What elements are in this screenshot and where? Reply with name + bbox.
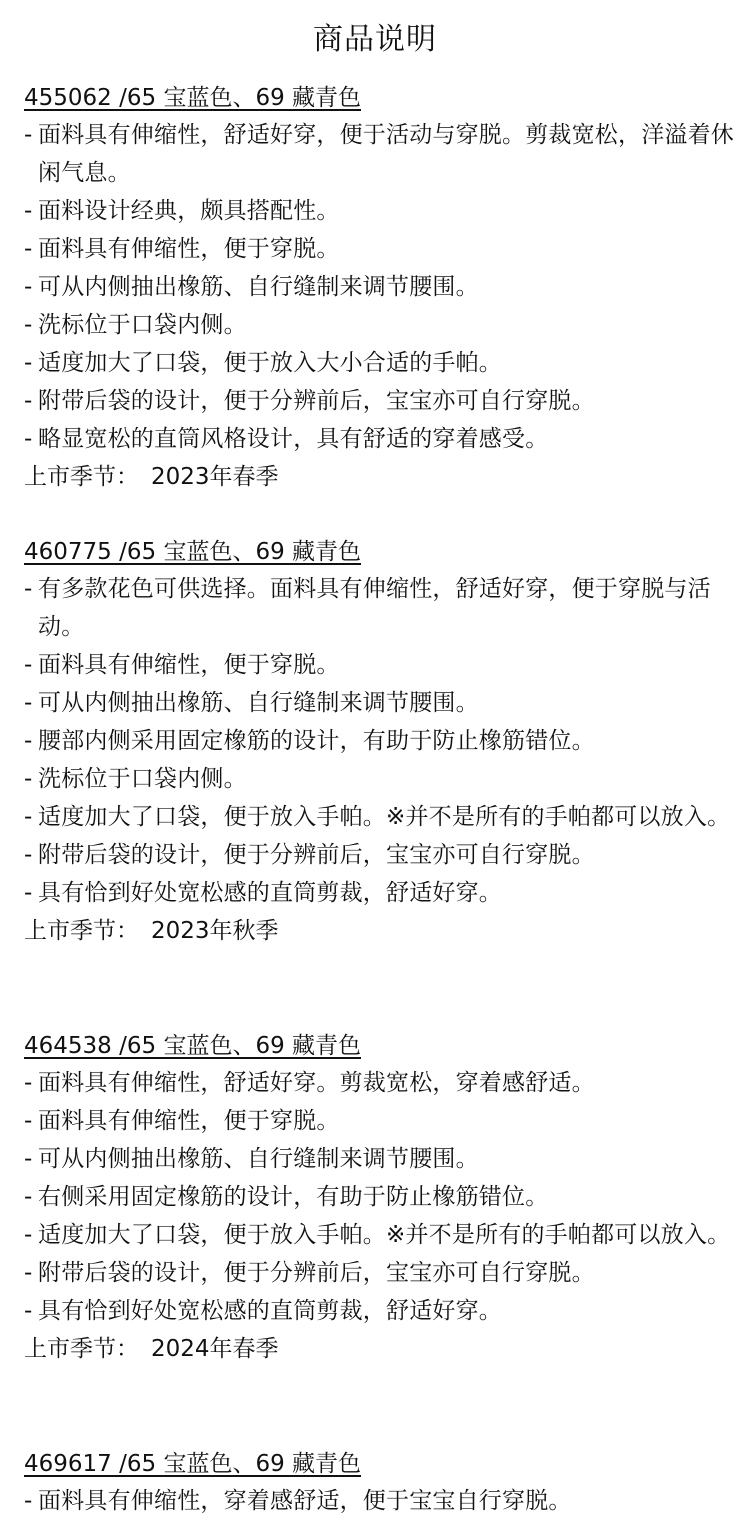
bullet-mark: -	[24, 1298, 33, 1324]
feature-item	[24, 1254, 736, 1292]
feature-text: 面料具有伸缩性，舒适好穿，便于活动与穿脱。剪裁宽松，洋溢着休闲气息。	[38, 122, 734, 186]
feature-item	[24, 722, 736, 760]
bullet-mark: -	[24, 312, 33, 338]
feature-item	[24, 1064, 736, 1102]
feature-item	[24, 192, 736, 230]
bullet-mark: -	[24, 1488, 33, 1514]
bullet-mark: -	[24, 1260, 33, 1286]
release-season-label: 上市季节：	[24, 464, 139, 490]
bullet-mark: -	[24, 690, 33, 716]
bullet-mark: -	[24, 1222, 33, 1248]
bullet-mark: -	[24, 1108, 33, 1134]
feature-text: 洗标位于口袋内侧。	[38, 312, 247, 338]
bullet-mark: -	[24, 804, 33, 830]
bullet-mark: -	[24, 388, 33, 414]
feature-item	[24, 1216, 736, 1254]
bullet-mark: -	[24, 198, 33, 224]
bullet-mark: -	[24, 350, 33, 376]
bullet-mark: -	[24, 426, 33, 452]
feature-text: 面料具有伸缩性，便于穿脱。	[38, 652, 340, 678]
feature-item	[24, 420, 736, 458]
feature-item	[24, 382, 736, 420]
release-season-label: 上市季节：	[24, 918, 139, 944]
feature-text: 右侧采用固定橡筋的设计，有助于防止橡筋错位。	[38, 1184, 549, 1210]
feature-text: 面料设计经典，颇具搭配性。	[38, 198, 340, 224]
feature-item	[24, 760, 736, 798]
feature-text: 附带后袋的设计，便于分辨前后，宝宝亦可自行穿脱。	[38, 1260, 595, 1286]
feature-text: 腰部内侧采用固定橡筋的设计，有助于防止橡筋错位。	[38, 728, 595, 754]
feature-item	[24, 1140, 736, 1178]
feature-item	[24, 798, 736, 836]
release-season-value: 2023年秋季	[151, 918, 279, 944]
feature-item	[24, 230, 736, 268]
feature-text: 具有恰到好处宽松感的直筒剪裁，舒适好穿。	[38, 1298, 502, 1324]
bullet-mark: -	[24, 1146, 33, 1172]
bullet-mark: -	[24, 122, 33, 148]
feature-item	[24, 1482, 736, 1520]
product-code-heading: 464538 /65 宝蓝色、69 藏青色	[24, 1033, 362, 1059]
feature-item	[24, 1292, 736, 1330]
feature-text: 可从内侧抽出橡筋、自行缝制来调节腰围。	[38, 1146, 479, 1172]
feature-text: 面料具有伸缩性，穿着感舒适，便于宝宝自行穿脱。	[38, 1488, 572, 1514]
release-season	[24, 912, 736, 950]
product-section	[24, 1028, 736, 1368]
bullet-mark: -	[24, 766, 33, 792]
product-section	[24, 534, 736, 950]
feature-text: 洗标位于口袋内侧。	[38, 766, 247, 792]
feature-item	[24, 116, 736, 192]
bullet-mark: -	[24, 274, 33, 300]
bullet-mark: -	[24, 728, 33, 754]
release-season-label: 上市季节：	[24, 1336, 139, 1362]
product-section	[24, 1446, 736, 1520]
feature-text: 可从内侧抽出橡筋、自行缝制来调节腰围。	[38, 274, 479, 300]
bullet-mark: -	[24, 236, 33, 262]
feature-text: 可从内侧抽出橡筋、自行缝制来调节腰围。	[38, 690, 479, 716]
bullet-mark: -	[24, 576, 33, 602]
feature-text: 面料具有伸缩性，便于穿脱。	[38, 236, 340, 262]
bullet-mark: -	[24, 1184, 33, 1210]
release-season	[24, 1330, 736, 1368]
feature-item	[24, 874, 736, 912]
product-code-heading: 460775 /65 宝蓝色、69 藏青色	[24, 539, 362, 565]
product-code-heading: 469617 /65 宝蓝色、69 藏青色	[24, 1451, 362, 1477]
feature-text: 适度加大了口袋，便于放入手帕。※并不是所有的手帕都可以放入。	[38, 1222, 731, 1248]
feature-text: 适度加大了口袋，便于放入手帕。※并不是所有的手帕都可以放入。	[38, 804, 731, 830]
feature-item	[24, 344, 736, 382]
feature-item	[24, 1102, 736, 1140]
release-season-value: 2023年春季	[151, 464, 279, 490]
release-season	[24, 458, 736, 496]
feature-text: 适度加大了口袋，便于放入大小合适的手帕。	[38, 350, 502, 376]
feature-item	[24, 306, 736, 344]
feature-text: 面料具有伸缩性，舒适好穿。剪裁宽松，穿着感舒适。	[38, 1070, 595, 1096]
feature-text: 有多款花色可供选择。面料具有伸缩性，舒适好穿，便于穿脱与活动。	[38, 576, 711, 640]
feature-item	[24, 268, 736, 306]
page-title: 商品说明	[313, 22, 437, 57]
feature-item	[24, 1178, 736, 1216]
feature-item	[24, 646, 736, 684]
release-season-value: 2024年春季	[151, 1336, 279, 1362]
feature-text: 附带后袋的设计，便于分辨前后，宝宝亦可自行穿脱。	[38, 388, 595, 414]
feature-text: 附带后袋的设计，便于分辨前后，宝宝亦可自行穿脱。	[38, 842, 595, 868]
feature-text: 具有恰到好处宽松感的直筒剪裁，舒适好穿。	[38, 880, 502, 906]
feature-item	[24, 684, 736, 722]
product-section	[24, 80, 736, 496]
bullet-mark: -	[24, 842, 33, 868]
bullet-mark: -	[24, 652, 33, 678]
bullet-mark: -	[24, 880, 33, 906]
product-code-heading: 455062 /65 宝蓝色、69 藏青色	[24, 85, 362, 111]
feature-item	[24, 570, 736, 646]
feature-text: 略显宽松的直筒风格设计，具有舒适的穿着感受。	[38, 426, 549, 452]
feature-item	[24, 836, 736, 874]
feature-text: 面料具有伸缩性，便于穿脱。	[38, 1108, 340, 1134]
bullet-mark: -	[24, 1070, 33, 1096]
